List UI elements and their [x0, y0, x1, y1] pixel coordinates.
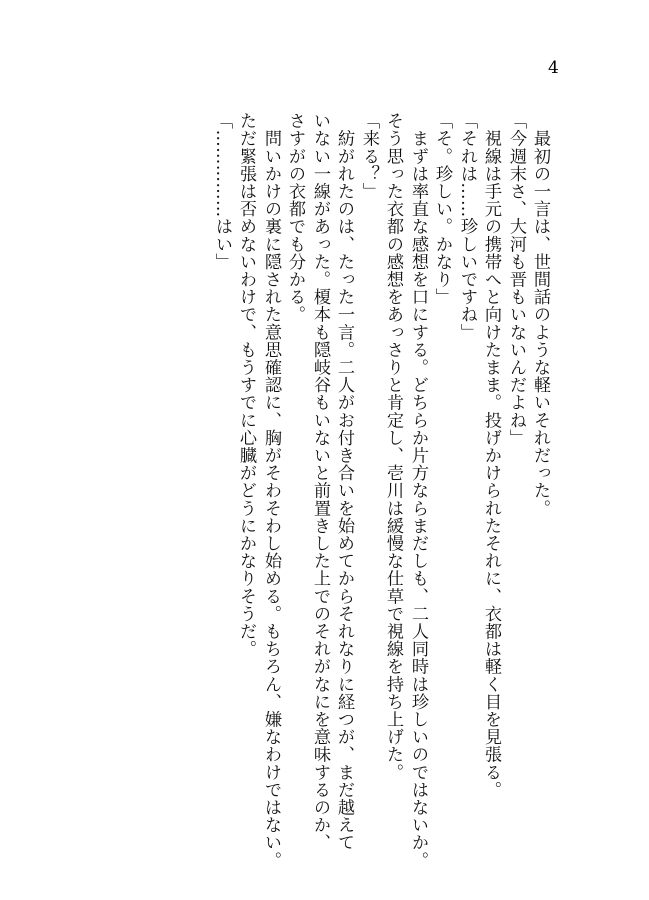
text-line-1: 最初の一言は、世間話のような軽いそれだった。 [530, 112, 550, 517]
text-line-8: 「来る？」 [359, 112, 379, 200]
text-line-14: 「……………はい」 [212, 112, 232, 271]
text-line-4: 「それは……珍しいですね」 [457, 112, 477, 341]
text-line-13: ただ緊張は否めないわけで、もうすでに心臓がどうにかなりそうだ。 [236, 112, 256, 658]
text-line-11: さすがの衣都でも分かる。 [285, 112, 305, 324]
text-line-2: 「今週末さ、大河も晋もいないんだよね」 [506, 112, 526, 447]
text-line-10: いない一線があった。榎本も隠岐谷もいないと前置きした上でのそれがなにを意味するのか、 [310, 112, 330, 852]
text-line-7: そう思った衣都の感想をあっさりと肯定し、壱川は緩慢な仕草で視線を持ち上げた。 [383, 112, 403, 781]
page-number: 4 [548, 58, 559, 78]
text-line-9: 紡がれたのは、たった一言。二人がお付き合いを始めてからそれなりに経つが、まだ越えて [334, 112, 354, 852]
text-line-5: 「そ。珍しい。かなり」 [432, 112, 452, 306]
text-line-12: 問いかけの裏に隠された意思確認に、胸がそわそわし始める。もちろん、嫌なわけではない。 [261, 112, 281, 869]
text-line-6: まずは率直な感想を口にする。どちらか片方ならまだしも、二人同時は珍しいのではないか。 [408, 112, 428, 869]
text-line-3: 視線は手元の携帯へと向けたまま。投げかけられたそれに、衣都は軽く目を見張る。 [481, 112, 501, 799]
